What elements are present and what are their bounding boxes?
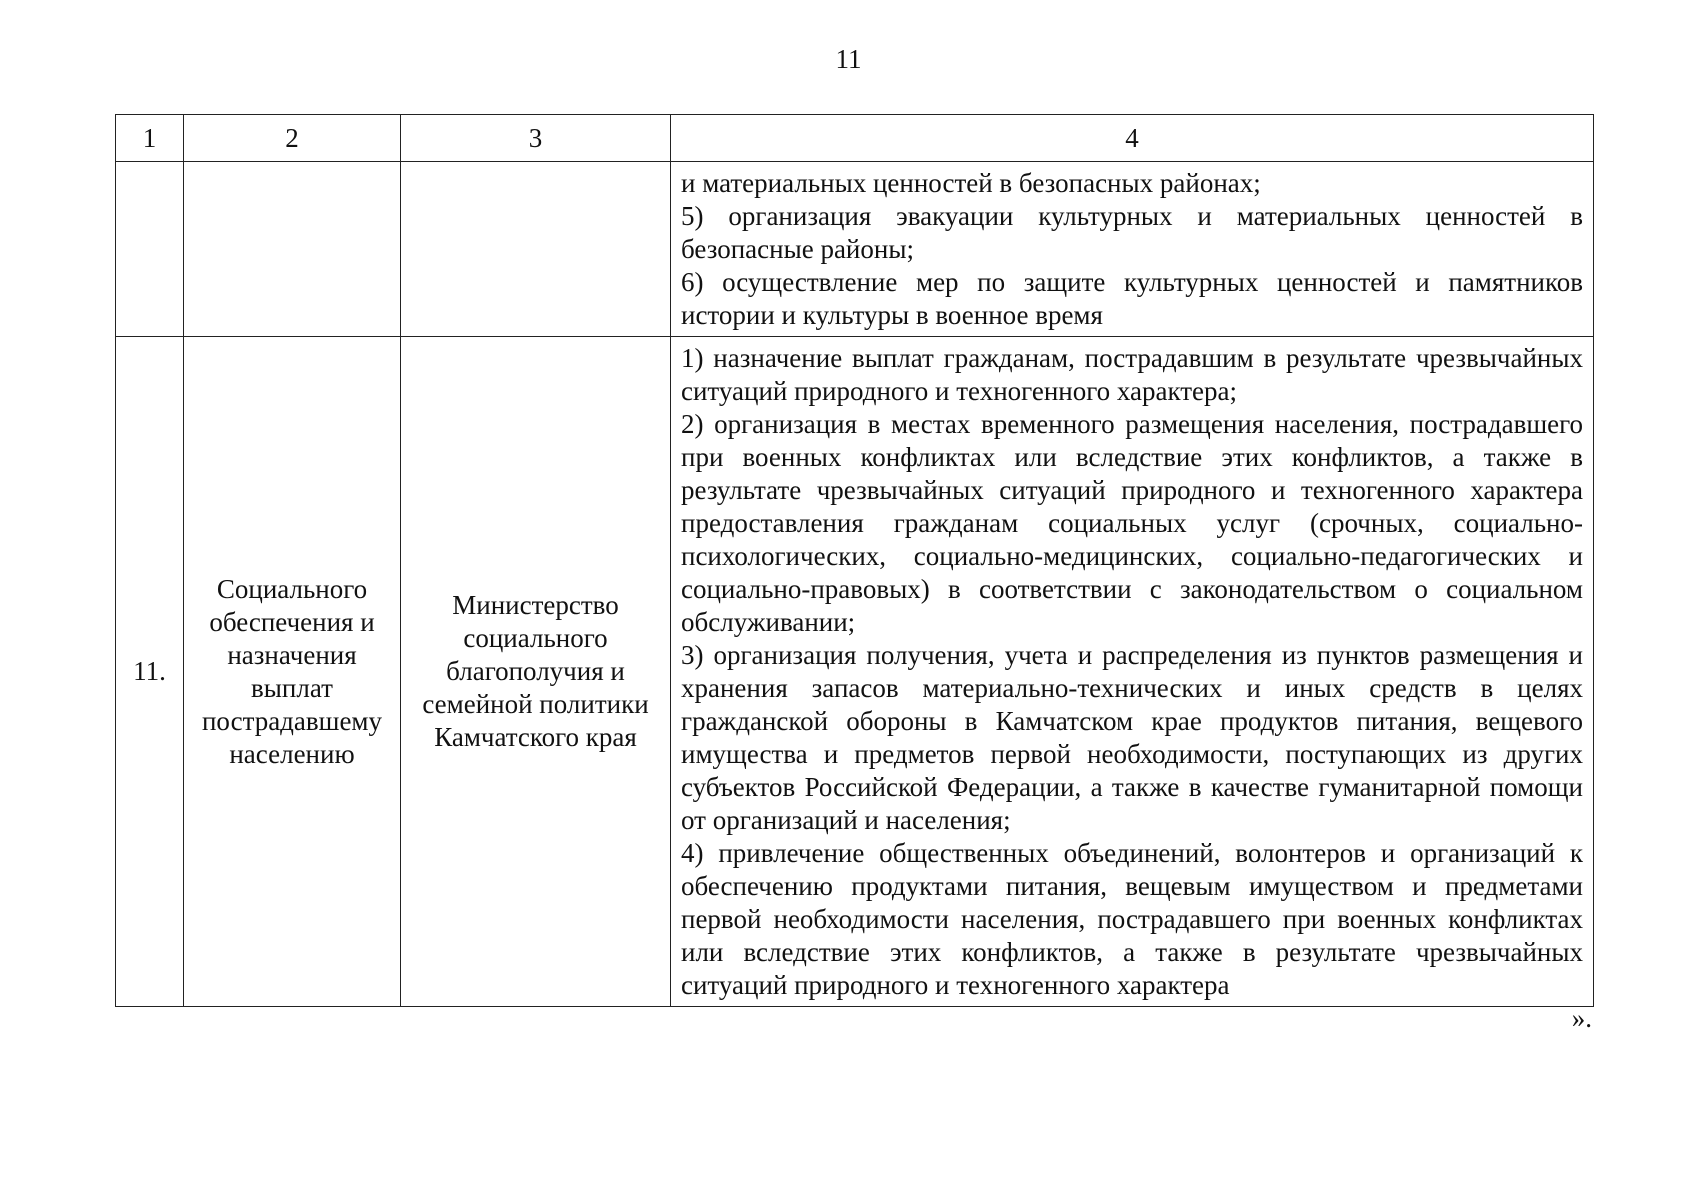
executor-cell (401, 337, 671, 1007)
column-header-1: 1 (116, 115, 184, 162)
executor-name: Министерство социального благополучия и семейной политики Камчатского края (422, 590, 649, 752)
tasks-cell (671, 162, 1594, 337)
row-number-cell (116, 162, 184, 337)
department-cell (184, 337, 401, 1007)
task-item: и материальных ценностей в безопасных районах; (681, 168, 1261, 198)
table-row (116, 162, 1594, 337)
executor-cell (401, 162, 671, 337)
table-header-row (116, 115, 1594, 162)
tasks-cell (671, 337, 1594, 1007)
services-table (115, 114, 1594, 1007)
table-row (116, 337, 1594, 1007)
task-item: 3) организация получения, учета и распределения из пунктов размещения и хранения запасов материально-технических и иных средств в целях гражданской обороны в Камчатском крае продуктов питания, вещевого имущества и предметов первой необходимости, поступающих из других субъектов Российской Федерации, а также в качестве гуманитарной помощи от организаций и населения; (681, 640, 1583, 835)
department-cell (184, 162, 401, 337)
page-number: 11 (835, 44, 862, 74)
task-item: 1) назначение выплат гражданам, пострадавшим в результате чрезвычайных ситуаций природного и техногенного характера; (681, 343, 1583, 406)
column-header-3: 3 (401, 115, 671, 162)
task-item: 6) осуществление мер по защите культурных ценностей и памятников истории и культуры в военное время (681, 267, 1583, 330)
column-header-4: 4 (671, 115, 1594, 162)
row-number-cell: 11. (116, 337, 184, 1007)
task-item: 4) привлечение общественных объединений, волонтеров и организаций к обеспечению продуктами питания, вещевым имуществом и предметами первой необходимости населения, пострадавшего при военных конфликтах или вследствие этих конфликтов, а также в результате чрезвычайных ситуаций природного и техногенного характера (681, 838, 1583, 1000)
closing-quote: ». (1571, 1003, 1592, 1033)
column-header-2: 2 (184, 115, 401, 162)
task-item: 5) организация эвакуации культурных и материальных ценностей в безопасные районы; (681, 201, 1583, 264)
task-item: 2) организация в местах временного размещения населения, пострадавшего при военных конфликтах или вследствие этих конфликтов, а также в результате чрезвычайных ситуаций природного и техногенного характера предоставления гражданам социальных услуг (срочных, социально-психологических, социально-медицинских, социально-педагогических и социально-правовых) в соответствии с законодательством о социальном обслуживании; (681, 409, 1583, 637)
department-name: Социального обеспечения и назначения выплат пострадавшему населению (201, 573, 383, 769)
